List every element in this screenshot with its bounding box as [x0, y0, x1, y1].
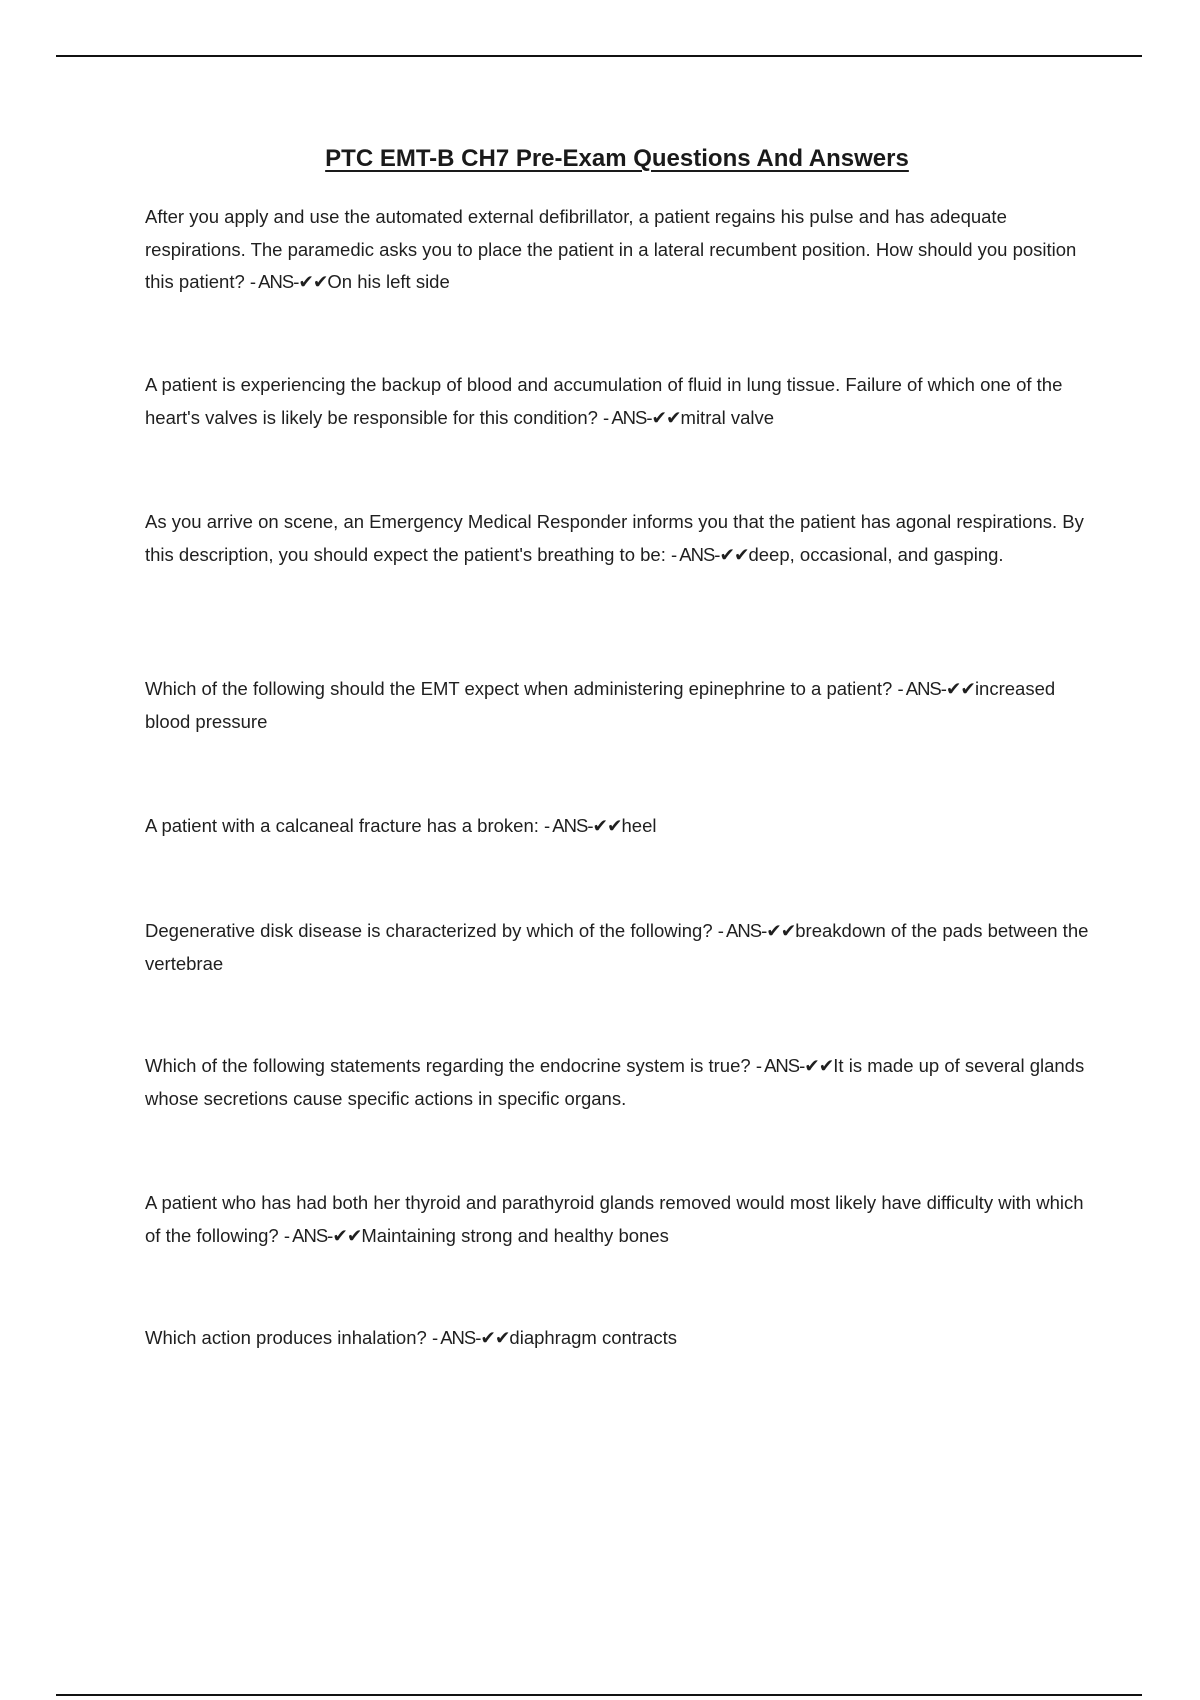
- question-text: Which action produces inhalation?: [145, 1327, 427, 1348]
- answer-marker: - ANS-✔✔: [603, 406, 681, 428]
- top-rule: [56, 55, 1142, 57]
- answer-marker: - ANS-✔✔: [249, 271, 328, 292]
- answer-text: increased blood pressure: [145, 678, 1056, 732]
- qa-item-8: [145, 1187, 1095, 1252]
- qa-item-6: [145, 915, 1095, 980]
- qa-item-5: [145, 810, 1095, 843]
- question-text: As you arrive on scene, an Emergency Medical Responder informs you that the patient has agonal respirations. By this description, you should expect the patient's breathing to be:: [145, 511, 1084, 565]
- qa-item-3: [145, 506, 1095, 571]
- qa-item-9: [145, 1322, 1095, 1355]
- answer-text: Maintaining strong and healthy bones: [361, 1224, 669, 1246]
- answer-text: On his left side: [327, 271, 450, 292]
- answer-marker: - ANS-✔✔: [755, 1055, 834, 1076]
- answer-marker: - ANS-✔✔: [897, 678, 975, 699]
- qa-item-7: [145, 1050, 1095, 1115]
- answer-marker: - ANS-✔✔: [717, 920, 796, 941]
- question-text: A patient is experiencing the backup of blood and accumulation of fluid in lung tissue. Failure of which one of the heart's valves is likely be responsible for this condition?: [145, 374, 1063, 428]
- qa-item-2: [145, 369, 1095, 434]
- qa-item-1: [145, 201, 1095, 299]
- question-text: A patient who has had both her thyroid and parathyroid glands removed would most likely have difficulty with which of the following?: [145, 1192, 1084, 1246]
- answer-text: heel: [621, 815, 657, 836]
- question-text: Which of the following should the EMT expect when administering epinephrine to a patient?: [145, 678, 893, 699]
- answer-marker: - ANS-✔✔: [544, 815, 622, 836]
- answer-marker: - ANS-✔✔: [670, 543, 749, 565]
- question-text: A patient with a calcaneal fracture has a broken:: [145, 815, 539, 836]
- bottom-rule: [56, 1694, 1142, 1696]
- document-title: PTC EMT-B CH7 Pre-Exam Questions And Answers: [325, 145, 909, 172]
- answer-marker: - ANS-✔✔: [431, 1327, 510, 1348]
- answer-marker: - ANS-✔✔: [283, 1224, 362, 1246]
- qa-item-4: [145, 673, 1095, 738]
- answer-text: diaphragm contracts: [509, 1327, 678, 1348]
- answer-text: mitral valve: [680, 406, 775, 428]
- answer-text: It is made up of several glands whose secretions cause specific actions in specific organs.: [145, 1055, 1085, 1109]
- question-text: After you apply and use the automated external defibrillator, a patient regains his pulse and has adequate respirations. The paramedic asks you to place the patient in a lateral recumbent position. How should you position this patient?: [145, 206, 1077, 292]
- answer-text: breakdown of the pads between the vertebrae: [145, 920, 1089, 974]
- question-text: Which of the following statements regarding the endocrine system is true?: [145, 1055, 751, 1076]
- question-text: Degenerative disk disease is characterized by which of the following?: [145, 920, 713, 941]
- answer-text: deep, occasional, and gasping.: [748, 543, 1004, 565]
